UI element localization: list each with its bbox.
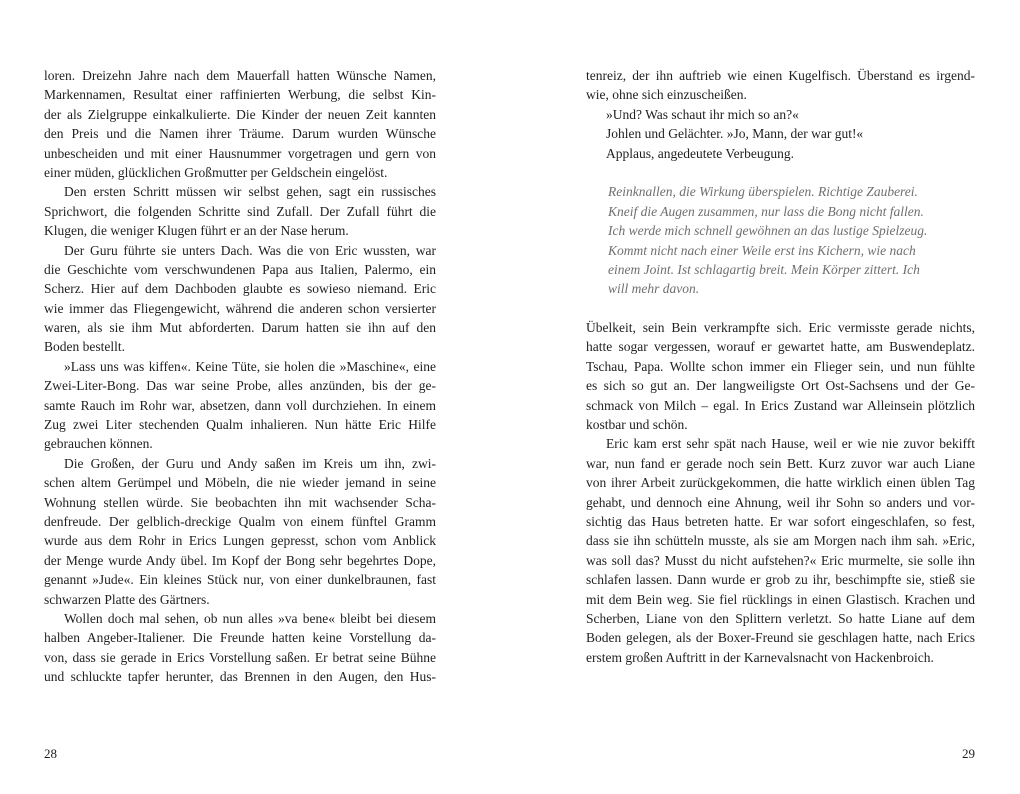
text-line: was soll das? Musst du nicht aufstehen?« Eric murmelte, sie solle ihn — [586, 552, 975, 568]
text-line: war, nun fand er gerade noch sein Bett. Kurz zuvor war auch Liane — [586, 455, 975, 471]
right-page-text-block — [586, 66, 975, 667]
paragraph — [586, 318, 975, 434]
text-line: mit dem Bein weg. Sie fiel rücklings in einen Glastisch. Krachen und — [586, 591, 975, 607]
text-line: gehabt, und dennoch eine Ahnung, weil ihr Sohn so anders und vor- — [586, 494, 975, 510]
text-line: Boden bestellt. — [44, 339, 125, 355]
text-line: Wollen doch mal sehen, ob nun alles »va bene« bleibt bei diesem — [64, 610, 436, 626]
text-line: denfreude. Der gelblich-dreckige Qualm von einem fünftel Gramm — [44, 513, 436, 529]
text-line: Tschau, Papa. Wollte schon immer ein Flieger sein, und nun fühlte — [586, 358, 975, 374]
text-line: Übelkeit, sein Bein verkrampfte sich. Eric vermisste gerade nichts, — [586, 320, 975, 336]
paragraph — [586, 105, 975, 124]
text-line: Zwei-Liter-Bong. Das war seine Probe, alles anzünden, bis der ge- — [44, 378, 436, 394]
text-line: sichtig das Haus betreten hatte. Er war sofort eingeschlafen, so fest, — [586, 513, 975, 529]
text-line: »Lass uns was kiffen«. Keine Tüte, sie holen die »Maschine«, eine — [64, 358, 436, 374]
text-line: tenreiz, der ihn auftrieb wie einen Kugelfisch. Überstand es irgend- — [586, 68, 975, 83]
text-line: samte Rauch im Rohr war, absetzen, dann voll durchziehen. In einem — [44, 397, 436, 413]
text-line: hatte sogar vergessen, worauf er gewartet hatte, am Buswendeplatz. — [586, 339, 975, 355]
text-line: Markennamen, Resultat einer raffinierten Werbung, die selbst Kin- — [44, 87, 436, 103]
page-number-right: 29 — [962, 746, 975, 761]
italic-text-line: Kommt nicht nach einer Weile erst ins Kichern, wie nach — [608, 242, 916, 258]
text-line: den Preis und die Namen ihrer Träume. Darum wurden Wünsche — [44, 126, 436, 142]
text-line: einer müden, glücklichen Großmutter per Geldschein eingelöst. — [44, 164, 388, 180]
paragraph — [44, 241, 436, 357]
page-number-left: 28 — [44, 746, 57, 761]
text-line: loren. Dreizehn Jahre nach dem Mauerfall hatten Wünsche Namen, — [44, 68, 436, 83]
text-line: dass sie ihn schütteln musste, als sie am Morgen nach ihm sah. »Eric, — [586, 533, 975, 549]
text-line: der als Zielgruppe einkalkulierte. Die Kinder der neuen Zeit kannten — [44, 106, 436, 122]
text-line: schlafen lassen. Dann wurde er grob zu ihr, beschimpfte sie, stieß sie — [586, 572, 975, 588]
text-line: Eric kam erst sehr spät nach Hause, weil er wie nie zuvor bekifft — [606, 436, 975, 452]
text-line: schmack von Milch – egal. In Erics Zustand war Alleinsein plötzlich — [586, 397, 975, 413]
paragraph — [586, 434, 975, 667]
text-line: und schluckte tapfer herunter, das Brennen in den Augen, den Hus- — [44, 669, 436, 685]
text-line: Wohnung stellen würde. Sie beobachten ihn mit wachsender Scha- — [44, 494, 436, 510]
text-line: Die Großen, der Guru und Andy saßen im Kreis um ihn, zwi- — [64, 455, 436, 471]
text-line: Scherz. Hier auf dem Dachboden glaubte es sowieso niemand. Eric — [44, 281, 436, 297]
paragraph — [586, 144, 975, 163]
text-line: erstem großen Auftritt in der Karnevalsnacht von Hackenbroich. — [586, 649, 934, 665]
text-line: Klugen, die weniger Klugen führt er an der Nase herum. — [44, 223, 349, 239]
text-line: Boden gelegen, als der Boxer-Freund sie geschlagen hatte, nach Erics — [586, 630, 975, 646]
italic-passage — [608, 182, 975, 298]
text-line: wie, ohne sich einzuscheißen. — [586, 87, 747, 103]
paragraph — [44, 357, 436, 454]
text-line: kostbar und schön. — [586, 417, 688, 432]
left-page-text-block — [44, 66, 436, 687]
paragraph — [44, 182, 436, 240]
paragraph — [586, 66, 975, 105]
paragraph — [44, 66, 436, 182]
text-line: wurde aus dem Rohr in Erics Lungen gepresst, schon vom Anblick — [44, 533, 436, 549]
text-line: Applaus, angedeutete Verbeugung. — [606, 145, 794, 161]
text-line: wie immer das Fliegengewicht, während die anderen schon versierter — [44, 300, 436, 316]
text-line: Der Guru führte sie unters Dach. Was die von Eric wussten, war — [64, 242, 436, 258]
text-line: Johlen und Gelächter. »Jo, Mann, der war gut!« — [606, 126, 864, 142]
paragraph — [44, 609, 436, 687]
text-line: schwarzen Platte des Gärtners. — [44, 591, 210, 607]
text-line: Zug zwei Liter stechenden Qualm inhalieren. Nun hätte Eric Hilfe — [44, 417, 436, 433]
text-line: von ihrer Arbeit zurückgekommen, die hatte wirklich einen üblen Tag — [586, 475, 975, 491]
text-line: waren, als sie ihm Mut abforderten. Darum hatten sie ihn auf den — [44, 320, 436, 336]
text-line: Scherben, Liane von den Splittern verletzt. So hatte Liane auf dem — [586, 610, 975, 626]
text-line: Den ersten Schritt müssen wir selbst gehen, sagt ein russisches — [64, 184, 436, 200]
italic-text-line: Reinknallen, die Wirkung überspielen. Richtige Zauberei. — [608, 184, 918, 200]
text-line: halben Angeber-Italiener. Die Freunde hatten keine Vorstellung da- — [44, 630, 436, 646]
text-line: unbescheiden und mit einer Hausnummer vorgetragen und gern von — [44, 145, 436, 161]
italic-text-line: will mehr davon. — [608, 281, 700, 297]
text-line: es sich so gut an. Der langweiligste Ort Ost-Sachsens und der Ge- — [586, 378, 975, 394]
text-line: die Geschichte vom verschwundenen Papa aus Italien, Palermo, ein — [44, 261, 436, 277]
text-line: der Menge wurde Andy übel. Im Kopf der Bong sehr begehrtes Dope, — [44, 552, 436, 568]
text-line: von, dass sie gerade in Erics Vorstellung saßen. Er betrat seine Bühne — [44, 649, 436, 665]
text-line: schen altem Gerümpel und Möbeln, die nie wieder jemand in seine — [44, 475, 436, 491]
text-line: genannt »Jude«. Ein kleines Stück nur, von einer dunkelbraunen, fast — [44, 572, 436, 588]
text-line: gebrauchen können. — [44, 436, 153, 452]
text-line: Sprichwort, die folgenden Schritte sind Zufall. Der Zufall führt die — [44, 203, 436, 219]
italic-text-line: einem Joint. Ist schlagartig breit. Mein Körper zittert. Ich — [608, 261, 920, 277]
paragraph — [44, 454, 436, 609]
italic-text-line: Ich werde mich schnell gewöhnen an das lustige Spielzeug. — [608, 223, 928, 239]
paragraph — [586, 124, 975, 143]
italic-text-line: Kneif die Augen zusammen, nur lass die Bong nicht fallen. — [608, 203, 924, 219]
text-line: »Und? Was schaut ihr mich so an?« — [606, 106, 799, 122]
right-page — [510, 0, 1020, 794]
